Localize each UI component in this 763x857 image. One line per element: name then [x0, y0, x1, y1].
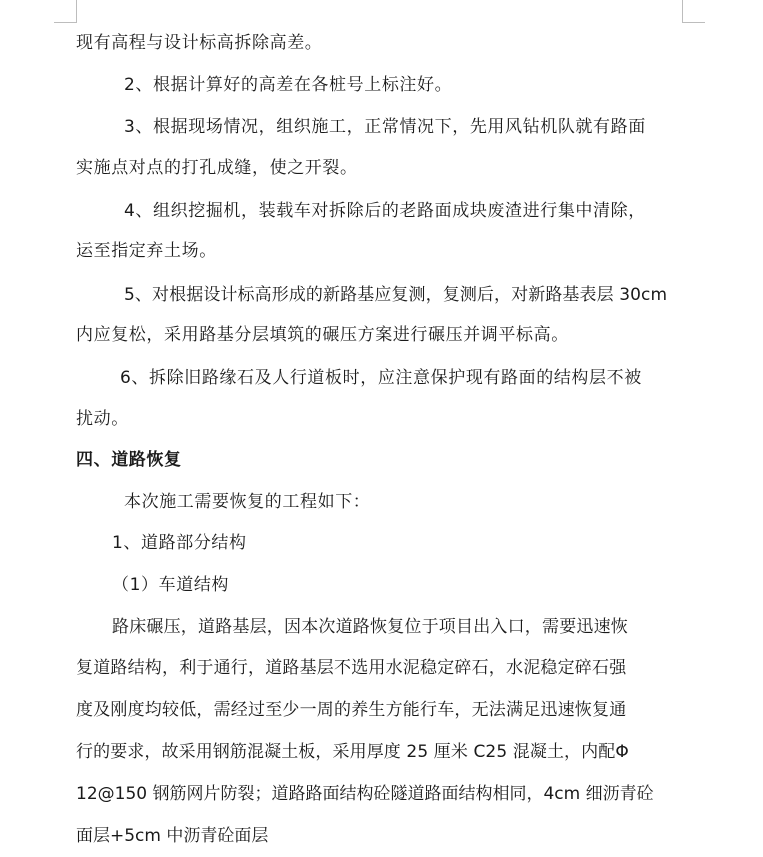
- paragraph-line: 现有高程与设计标高拆除高差。: [76, 33, 323, 53]
- paragraph-line: 运至指定弃土场。: [76, 241, 217, 261]
- paragraph-line: 面层+5cm 中沥青砼面层: [76, 826, 269, 846]
- paragraph-line: 本次施工需要恢复的工程如下：: [124, 492, 371, 512]
- paragraph-line: 4、组织挖掘机，装载车对拆除后的老路面成块废渣进行集中清除，: [124, 201, 646, 221]
- paragraph-line: 行的要求，故采用钢筋混凝土板，采用厚度 25 厘米 C25 混凝土，内配Φ: [76, 742, 629, 762]
- paragraph-line: 2、根据计算好的高差在各桩号上标注好。: [124, 75, 453, 95]
- paragraph-line: 扰动。: [76, 409, 129, 429]
- paragraph-line: 路床碾压，道路基层，因本次道路恢复位于项目出入口，需要迅速恢: [112, 617, 628, 637]
- left-margin-crop-mark: [54, 0, 77, 23]
- paragraph-line: 内应复松，采用路基分层填筑的碾压方案进行碾压并调平标高。: [76, 325, 569, 345]
- paragraph-line: 复道路结构，利于通行，道路基层不选用水泥稳定碎石，水泥稳定碎石强: [76, 658, 627, 678]
- paragraph-line: 3、根据现场情况，组织施工，正常情况下，先用风钻机队就有路面: [124, 117, 646, 137]
- paragraph-line: 6、拆除旧路缘石及人行道板时，应注意保护现有路面的结构层不被: [120, 368, 642, 388]
- subsection-heading: 1、道路部分结构: [112, 533, 247, 553]
- subsection-heading: （1）车道结构: [112, 575, 230, 595]
- paragraph-line: 12@150 钢筋网片防裂；道路路面结构砼隧道路面结构相同，4cm 细沥青砼: [76, 784, 654, 804]
- paragraph-line: 5、对根据设计标高形成的新路基应复测，复测后，对新路基表层 30cm: [124, 285, 668, 305]
- paragraph-line: 实施点对点的打孔成缝，使之开裂。: [76, 158, 358, 178]
- paragraph-line: 度及刚度均较低，需经过至少一周的养生方能行车，无法满足迅速恢复通: [76, 700, 627, 720]
- section-heading: 四、道路恢复: [76, 450, 182, 470]
- right-margin-crop-mark: [682, 0, 705, 23]
